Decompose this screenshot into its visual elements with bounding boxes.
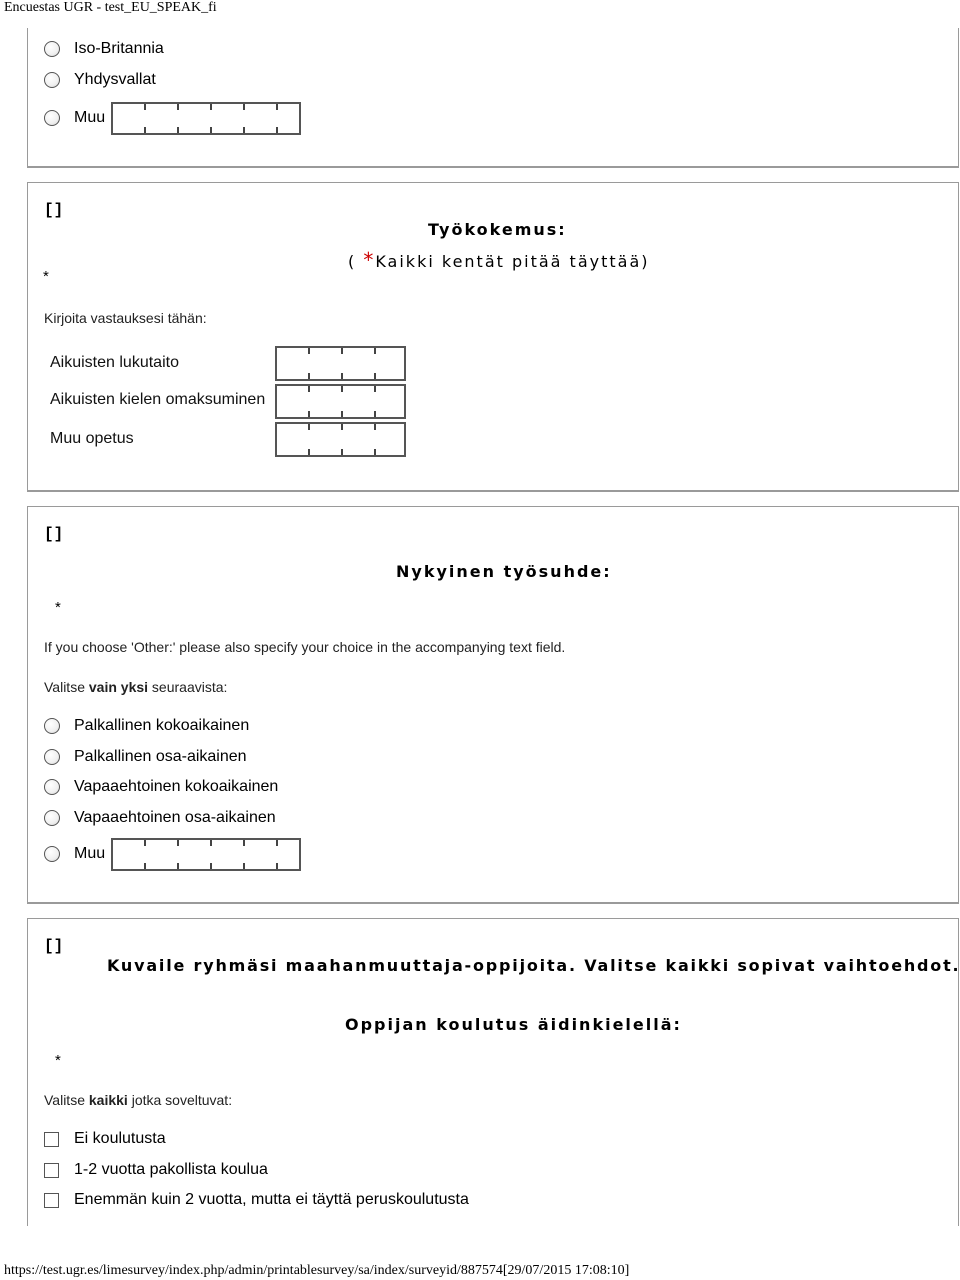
help-select-all xyxy=(44,1092,232,1108)
help-post: jotka soveltuvat: xyxy=(127,1092,233,1108)
option-label: Enemmän kuin 2 vuotta, mutta ei täyttä peruskoulutusta xyxy=(74,1191,469,1208)
radio-button[interactable] xyxy=(44,846,60,862)
group-title: Kuvaile ryhmäsi maahanmuuttaja-oppijoita. Valitse kaikki sopivat vaihtoehdot. xyxy=(107,956,960,975)
help-other-text: If you choose 'Other:' please also specify your choice in the accompanying text field. xyxy=(44,639,566,655)
question-code: [] xyxy=(44,937,64,955)
radio-option-usa[interactable] xyxy=(44,68,156,92)
other-text-field[interactable] xyxy=(111,102,301,135)
checkbox[interactable] xyxy=(44,1163,59,1178)
option-label: Palkallinen osa-aikainen xyxy=(74,748,247,765)
radio-button[interactable] xyxy=(44,749,60,765)
question-code: [] xyxy=(44,201,64,219)
radio-button[interactable] xyxy=(44,41,60,57)
question-code: [] xyxy=(44,525,64,543)
radio-option-paid-part[interactable] xyxy=(44,745,247,769)
option-label: Ei koulutusta xyxy=(74,1130,166,1147)
question-employment xyxy=(27,506,959,904)
option-label: Vapaaehtoinen kokoaikainen xyxy=(74,778,279,795)
radio-option-other[interactable] xyxy=(44,836,301,872)
radio-option-other[interactable] xyxy=(44,100,301,136)
browser-title: Encuestas UGR - test_EU_SPEAK_fi xyxy=(4,0,217,15)
required-star: * xyxy=(43,268,49,285)
literacy-years-field[interactable] xyxy=(275,346,406,381)
checkbox-option-1-2-years[interactable] xyxy=(44,1158,268,1182)
radio-button[interactable] xyxy=(44,110,60,126)
radio-option-paid-full[interactable] xyxy=(44,714,249,738)
required-star: * xyxy=(55,599,61,616)
option-label: Muu xyxy=(74,845,106,862)
help-post: seuraavista: xyxy=(148,679,228,695)
row-label-language: Aikuisten kielen omaksuminen xyxy=(50,391,266,408)
option-label: 1-2 vuotta pakollista koulua xyxy=(74,1161,268,1178)
checkbox[interactable] xyxy=(44,1132,59,1147)
other-years-field[interactable] xyxy=(275,422,406,457)
radio-button[interactable] xyxy=(44,718,60,734)
language-years-field[interactable] xyxy=(275,384,406,419)
help-bold: vain yksi xyxy=(88,679,149,695)
help-select-one xyxy=(44,679,227,695)
mandatory-note xyxy=(348,248,650,272)
radio-option-volunteer-full[interactable] xyxy=(44,775,278,799)
checkbox-option-none[interactable] xyxy=(44,1127,166,1151)
help-bold: kaikki xyxy=(88,1092,128,1108)
option-label: Vapaaehtoinen osa-aikainen xyxy=(74,809,276,826)
help-text: Kirjoita vastauksesi tähän: xyxy=(44,310,207,326)
row-label-other: Muu opetus xyxy=(50,430,134,447)
radio-button[interactable] xyxy=(44,779,60,795)
required-star: * xyxy=(55,1052,61,1069)
question-country xyxy=(27,28,959,168)
radio-option-uk[interactable] xyxy=(44,37,164,61)
footer-url: https://test.ugr.es/limesurvey/index.php/admin/printablesurvey/sa/index/surveyid/887574[29/07/2015 17:08:10] xyxy=(4,1263,630,1278)
other-text-field[interactable] xyxy=(111,838,301,871)
mandatory-star: * xyxy=(363,248,376,272)
mandatory-text: Kaikki kentät pitää täyttää) xyxy=(375,252,650,271)
mandatory-open: ( xyxy=(348,252,357,271)
option-label: Palkallinen kokoaikainen xyxy=(74,717,250,734)
help-pre: Valitse xyxy=(44,679,89,695)
option-label: Iso-Britannia xyxy=(74,40,164,57)
question-education xyxy=(27,918,959,1226)
question-work-experience xyxy=(27,182,959,492)
radio-button[interactable] xyxy=(44,72,60,88)
option-label: Muu xyxy=(74,109,106,126)
row-label-literacy: Aikuisten lukutaito xyxy=(50,354,179,371)
help-pre: Valitse xyxy=(44,1092,89,1108)
question-title: Työkokemus: xyxy=(428,220,567,239)
question-title: Oppijan koulutus äidinkielellä: xyxy=(345,1015,682,1034)
radio-button[interactable] xyxy=(44,810,60,826)
checkbox[interactable] xyxy=(44,1193,59,1208)
radio-option-volunteer-part[interactable] xyxy=(44,806,276,830)
checkbox-option-more-than-2[interactable] xyxy=(44,1188,469,1212)
question-title: Nykyinen työsuhde: xyxy=(396,562,612,581)
option-label: Yhdysvallat xyxy=(74,71,156,88)
